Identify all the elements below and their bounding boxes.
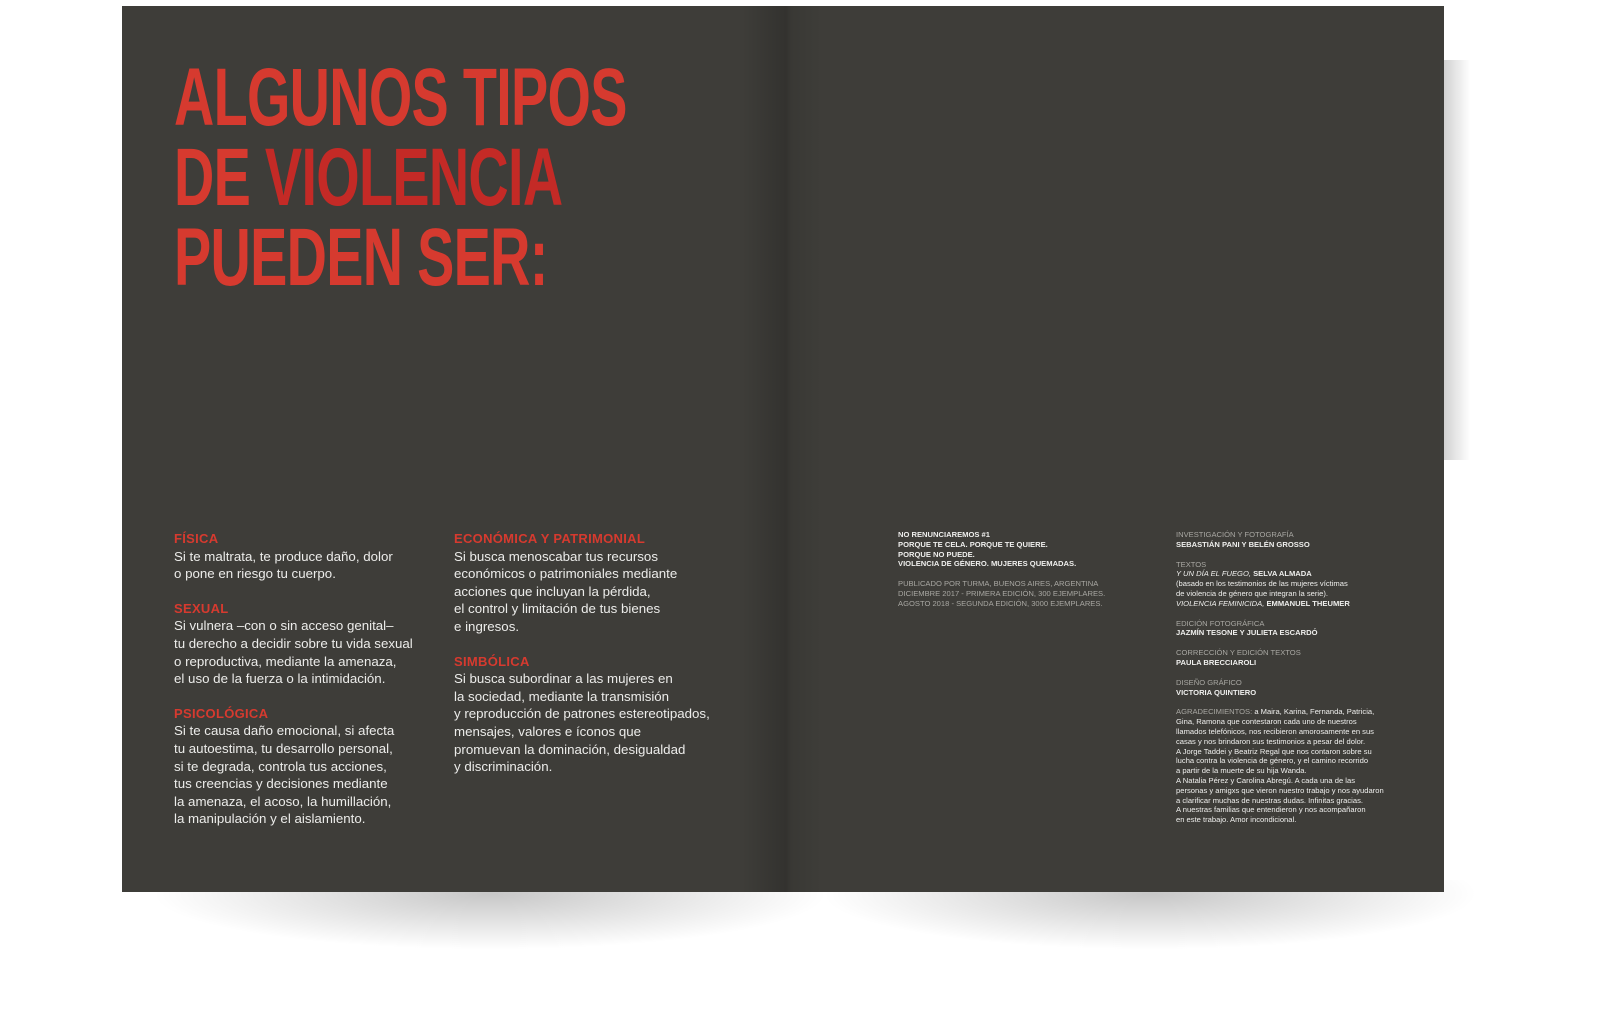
type-description: Si te maltrata, te produce daño, dolor o pone en riesgo tu cuerpo. <box>174 548 393 582</box>
credit-textos <box>1176 560 1396 609</box>
title-line-2-prefix: DE <box>174 132 251 223</box>
type-title: SIMBÓLICA <box>454 653 530 669</box>
colophon <box>898 530 1138 609</box>
credit-author: SELVA ALMADA <box>1253 569 1312 579</box>
type-entry-simbolica <box>454 653 744 776</box>
title-line-2 <box>174 132 627 223</box>
credit-name: PAULA BRECCIAROLI <box>1176 657 1257 667</box>
page-title <box>174 52 627 303</box>
type-description: Si vulnera –con o sin acceso genital– tu derecho a decidir sobre tu vida sexual o reproductiva, mediante la amenaza, el uso de la fuerza o la intimidación. <box>174 618 413 687</box>
book-shadow-side <box>1444 60 1470 460</box>
violence-types-column-left <box>174 530 444 845</box>
type-description: Si busca menoscabar tus recursos económicos o patrimoniales mediante acciones que incluyan la pérdida, el control y limitación de tus bienes e ingresos. <box>454 548 678 634</box>
credit-role: EDICIÓN FOTOGRÁFICA <box>1176 618 1265 628</box>
type-title: SEXUAL <box>174 600 229 616</box>
title-line-1: ALGUNOS TIPOS <box>174 52 627 143</box>
colophon-title: NO RENUNCIAREMOS #1 PORQUE TE CELA. PORQUE TE QUIERE. PORQUE NO PUEDE. VIOLENCIA DE GÉNERO. MUJERES QUEMADAS. <box>898 530 1077 569</box>
credit-note: (basado en los testimonios de las mujeres víctimas de violencia de género que integran la serie). <box>1176 579 1348 598</box>
credit-diseno <box>1176 678 1396 698</box>
thanks-text: a Maira, Karina, Fernanda, Patricia, Gina, Ramona que contestaron cada uno de nuestros llamados telefónicos, nos recibieron amorosamente en sus casas y nos brindaron sus testimonios a pesar del dolor. A Jorge Taddei y Beatriz Regal que nos contaron sobre su lucha contra la violencia de género, y el camino recorrido a partir de la muerte de su hija Wanda. A Natalia Pérez y Carolina Abregú. A cada una de las personas y amigxs que vieron nuestro trabajo y nos ayudaron a clarificar muchas de nuestras dudas. Infinitas gracias. A nuestras familias que entendieron y nos acompañaron en este trabajo. Amor incondicional. <box>1176 707 1384 825</box>
book-gutter <box>742 6 822 892</box>
credits <box>1176 530 1396 835</box>
type-entry-psicologica <box>174 705 444 828</box>
credit-name: JAZMÍN TESONE Y JULIETA ESCARDÓ <box>1176 628 1318 638</box>
credit-role: CORRECCIÓN Y EDICIÓN TEXTOS <box>1176 648 1301 658</box>
credit-correccion <box>1176 648 1396 668</box>
book-spread <box>122 6 1444 892</box>
credit-work-line-1 <box>1176 569 1396 579</box>
violence-types-column-right <box>454 530 744 793</box>
credit-edicion-fotografica <box>1176 619 1396 639</box>
thanks-label: AGRADECIMIENTOS: <box>1176 707 1253 717</box>
credit-name: SEBASTIÁN PANI Y BELÉN GROSSO <box>1176 539 1310 549</box>
credit-work-title: Y UN DÍA EL FUEGO, <box>1176 569 1251 579</box>
credit-investigacion <box>1176 530 1396 550</box>
type-title: ECONÓMICA Y PATRIMONIAL <box>454 531 646 546</box>
credit-role: TEXTOS <box>1176 559 1207 569</box>
type-description: Si busca subordinar a las mujeres en la sociedad, mediante la transmisión y reproducción de patrones estereotipados, mensajes, valores e íconos que promuevan la dominación, desigualdad y discriminación. <box>454 671 710 775</box>
title-line-3: PUEDEN SER: <box>174 212 548 303</box>
type-entry-sexual <box>174 600 444 688</box>
credit-agradecimientos <box>1176 707 1396 825</box>
credit-role: INVESTIGACIÓN Y FOTOGRAFÍA <box>1176 530 1294 539</box>
credit-work-line-2 <box>1176 599 1396 609</box>
type-entry-economica <box>454 530 744 636</box>
credit-role: DISEÑO GRÁFICO <box>1176 677 1242 687</box>
type-entry-fisica <box>174 530 444 583</box>
credit-work-title: VIOLENCIA FEMINICIDA, <box>1176 598 1265 608</box>
type-description: Si te causa daño emocional, si afecta tu autoestima, tu desarrollo personal, si te degrada, controla tus acciones, tus creencias y decisiones mediante la amenaza, el acoso, la humillación, la manipulación y el aislamiento. <box>174 723 395 827</box>
type-title: PSICOLÓGICA <box>174 705 269 721</box>
colophon-publication: PUBLICADO POR TURMA, BUENOS AIRES, ARGENTINA DICIEMBRE 2017 - PRIMERA EDICIÓN, 300 EJEMPLARES. AGOSTO 2018 - SEGUNDA EDICIÓN, 3000 EJEMPLARES. <box>898 579 1106 608</box>
title-line-2-word: VIOLENCIA <box>264 132 563 223</box>
credit-name: VICTORIA QUINTIERO <box>1176 687 1257 697</box>
type-title: FÍSICA <box>174 531 219 546</box>
credit-author: EMMANUEL THEUMER <box>1266 598 1350 608</box>
